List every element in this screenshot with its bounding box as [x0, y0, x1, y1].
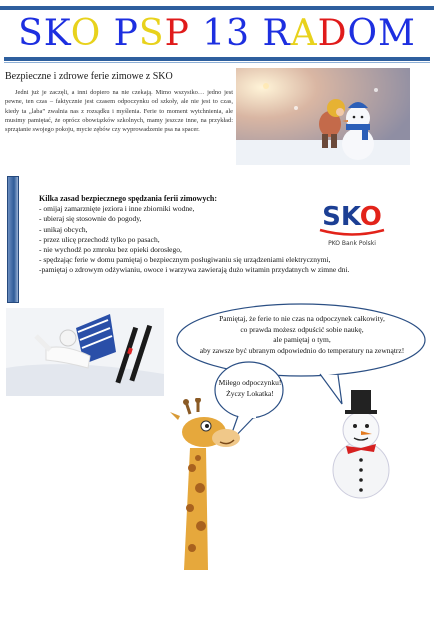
rules-heading: Kilka zasad bezpiecznego spędzania ferii zimowych: — [39, 194, 217, 203]
title-rule — [4, 57, 430, 61]
bubble-line: ale pamiętaj o tym, — [273, 335, 331, 344]
svg-text:SKO: SKO — [322, 202, 382, 232]
rule-item: -pamiętaj o zdrowym odżywianiu, owoce i warzywa zawierają dużo witamin przydatnych w zimne dni. — [39, 265, 350, 275]
rule-item: - spędzając ferie w domu pamiętaj o bezpiecznym posługiwaniu się urządzeniami elektrycznymi, — [39, 255, 331, 265]
section-title: Bezpieczne i zdrowe ferie zimowe z SKO — [5, 71, 173, 82]
small-bubble-text — [218, 378, 282, 399]
bubble-line: aby zawsze być ubranym odpowiednio do temperatury na zewnątrz! — [199, 345, 405, 355]
title-letter — [250, 13, 262, 54]
rule-item: - omijaj zamarznięte jeziora i inne zbiorniki wodne, — [39, 204, 195, 214]
rule-item: - ubieraj się stosownie do pogody, — [39, 214, 142, 224]
title-letter: P — [113, 13, 139, 54]
title-letter: R — [262, 13, 291, 54]
title-letter: P — [164, 13, 190, 54]
svg-text:PKO Bank Polski: PKO Bank Polski — [328, 240, 376, 247]
page-title — [0, 12, 434, 56]
rule-item: - nie wychodź po zmroku bez opieki dorosłego, — [39, 245, 182, 255]
title-letter: A — [290, 13, 318, 54]
snowman-illustration — [324, 388, 398, 500]
title-letter: S — [18, 13, 44, 54]
bubble-line: co prawda możesz odpuścić sobie naukę, — [240, 324, 364, 334]
title-letter: K — [43, 13, 71, 54]
top-bar — [0, 6, 434, 10]
title-letter: 3 — [226, 13, 251, 54]
title-letter: 1 — [202, 13, 227, 54]
skier-snow-photo — [6, 308, 164, 396]
sidebar-accent — [7, 176, 19, 303]
bubble-line: Pamiętaj, że ferie to nie czas na odpoczynek całkowity, — [219, 314, 385, 323]
title-letter — [190, 13, 202, 54]
title-letter — [101, 13, 113, 54]
rule-item: - przez ulicę przechodź tylko po pasach, — [39, 234, 160, 244]
title-letter: D — [317, 13, 348, 54]
title-letter: O — [70, 13, 102, 54]
intro-paragraph: Jedni już je zaczęli, a inni dopiero na nie czekają. Mimo wszystko… jedno jest pewne, ten czas – faktycznie jest czasem odpoczynku od szkoły, ale nie jest to czas, kiedy ta „laba” zwalnia nas z rozsądku i myślenia. Ferie to moment wytchnienia, ale musimy pamiętać, że oprócz obowiązków szkolnych, mamy jeszcze inne, na przykład: sprzątanie swojego pokoju, mycie zębów czy wyprowadzenie psa na spacer. — [5, 89, 233, 134]
sko-logo — [312, 197, 392, 249]
bubble-line: Życzy Lokatka! — [226, 388, 274, 398]
bubble-line: Miłego odpoczynku! — [218, 378, 282, 387]
title-rule-thin — [4, 62, 430, 63]
title-letter: O — [347, 13, 379, 54]
title-letter: S — [138, 13, 165, 54]
rule-item: - unikaj obcych, — [39, 224, 88, 234]
big-bubble-text — [182, 314, 422, 356]
child-snowman-photo — [236, 68, 410, 165]
title-letter: M — [378, 13, 416, 54]
giraffe-illustration — [168, 398, 248, 570]
